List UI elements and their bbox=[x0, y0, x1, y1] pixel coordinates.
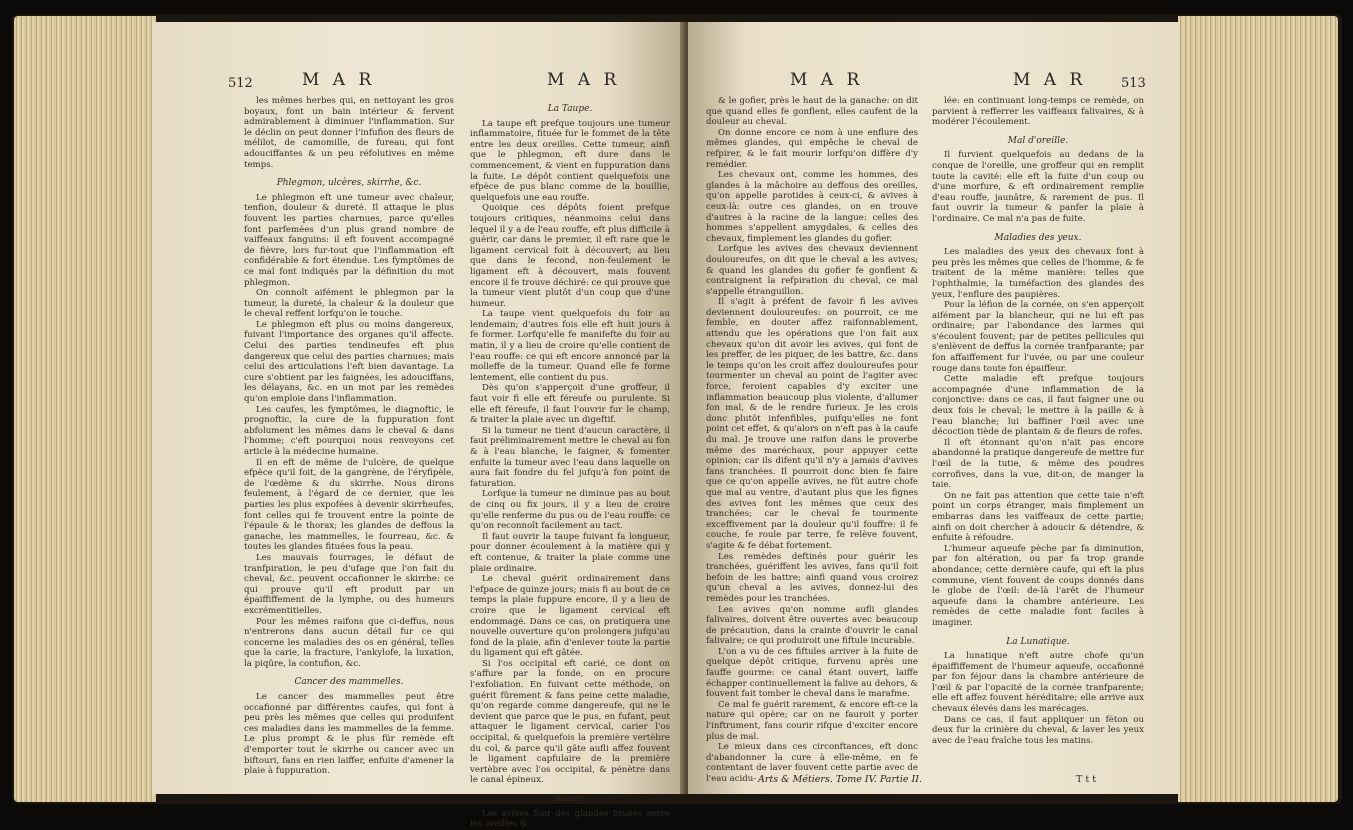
paragraph: Il en eft de même de l'ulcère, de quelque efpèce qu'il foit, de la gangrène, de l'éryfipèle, de l'œdème & du skirrhe. Nous dirons feulement, à l'égard de ce dernier, que les parties les plus expofées à devenir skirrheufes, font celles qui fe trouvent entre la pointe de l'épaule & le thorax; les glandes de deffous la ganache, les mammelles, le fourreau, &c. & toutes les glandes fituées fous la peau. bbox=[244, 457, 454, 553]
paragraph: Il furvient quelquefois au dedans de la conque de l'oreille, une groffeur qui en remplit toute la cavité: elle eft la fuite d'un coup ou d'une morfure, & eft ordinairement remplie d'eau rouffe, jaunâtre, & rarement de pus. Il faut ouvrir la tumeur & panfer la plaie à l'ordinaire. Ce mal n'a pas de fuite. bbox=[932, 150, 1144, 224]
section-heading: Mal d'oreille. bbox=[1007, 135, 1069, 146]
paragraph: Les avives qu'on nomme aufli glandes falivaires, doivent être ouvertes avec beaucoup de précaution, dans la crainte d'ouvrir le canal falivaire; ce qui produiroit une fiftule incurable. bbox=[706, 604, 918, 647]
paragraph: Les mauvais fourrages, le défaut de tranfpiration, le peu d'ufage que l'on fait du cheval, &c. peuvent occafionner le skirrhe: ce qui prouve qu'il eft produit par un épaiffiffement de la lymphe, ou des humeurs excrémentitielles. bbox=[244, 552, 454, 616]
section-heading: Phlegmon, ulcères, skirrhe, &c. bbox=[276, 178, 422, 189]
paragraph: Dès qu'on s'apperçoit d'une groffeur, il faut voir fi elle eft féreufe ou purulente. Si elle eft féreufe, il faut l'ouvrir fur le champ, & traiter la plaie avec un digeftif. bbox=[470, 383, 670, 426]
paragraph: & le gofier, près le haut de la ganache: on dit que quand elles fe gonflent, elles caufent de la douleur au cheval. bbox=[706, 96, 918, 128]
paragraph: Les maladies des yeux des chevaux font à peu près les mêmes que celles de l'homme, & fe traitent de la même manière: telles que l'ophthalmie, la tuméfaction des glandes des yeux, l'enflure des paupières. bbox=[932, 247, 1144, 300]
paragraph: L'on a vu de ces fiftules arriver à la fuite de quelque dépôt critique, furvenu après une fauffe gourme: ce canal étant ouvert, laiffe échapper continuellement la falive au dehors, & fouvent fait tomber le cheval dans le marafme. bbox=[706, 646, 918, 700]
running-header-right-col2: M A R bbox=[1013, 70, 1087, 90]
page-edges-right bbox=[1178, 16, 1338, 802]
paragraph: Le mieux dans ces circonftances, eft donc d'abandonner la cure à elle-même, en fe contentant de laver fouvent cette partie avec de l'eau acidu- bbox=[706, 742, 918, 784]
signature-mark: T t t bbox=[1076, 774, 1097, 785]
paragraph: Le phlegmon eft une tumeur avec chaleur, tenfion, douleur & dureté. Il attaque le plus fouvent les parties charnues, parce qu'elles font parfemées d'un plus grand nombre de vaiffeaux fanguins: il eft fouvent accompagné de fièvre, lors fur-tout que l'inflammation eft confidérable & fort étendue. Les fymptômes de ce mal font indiqués par la définition du mot phlegmon. bbox=[244, 192, 454, 288]
page-number-right: 513 bbox=[1121, 76, 1146, 91]
paragraph: Lorfque la tumeur ne diminue pas au bout de cinq ou fix jours, il y a lieu de croire qu'elle renferme du pus ou de l'eau rouffe: ce qu'on reconnoît facilement au tact. bbox=[470, 489, 670, 532]
page-edges-left bbox=[14, 16, 156, 802]
section-heading: La Taupe. bbox=[547, 104, 593, 114]
right-page bbox=[688, 22, 1180, 794]
paragraph: Les caufes, les fymptômes, le diagnoftic, le prognoftic, la cure de la fuppuration font abfolument les mêmes dans le cheval & dans l'homme; c'eft pourquoi nous renvoyons cet article à la médecine humaine. bbox=[244, 404, 454, 457]
paragraph: Le phlegmon eft plus ou moins dangereux, fuivant l'importance des organes qu'il affecte. Celui des parties tendineufes eft plus dangereux que celui des parties charnues; mais celui des articulations l'eft bien davantage. La cure s'obtient par les faignées, les adouciffans, les délayans, &c. en un mot par les remèdes qu'on emploie dans l'inflammation. bbox=[244, 319, 454, 405]
paragraph: On donne encore ce nom à une enflure des mêmes glandes, qui empêche le cheval de refpirer, & le fait mourir lorfqu'on diffère d'y remédier. bbox=[706, 127, 918, 170]
left-page-column-2 bbox=[470, 96, 670, 830]
paragraph: les mêmes herbes qui, en nettoyant les gros boyaux, font un bain intérieur & fervent admirablement à diminuer l'inflammation. Sur le déclin on peut donner l'infufion des fleurs de mélilot, de camomille, de fureau, qui font adouciffantes & un peu réfolutives en même temps. bbox=[244, 96, 454, 170]
paragraph: Ce mal fe guérit rarement, & encore eft-ce la nature qui opère; car on ne fauroit y porter l'inftrument, fans courir rifque d'exciter encore plus de mal. bbox=[706, 699, 918, 742]
right-page-column-2 bbox=[932, 96, 1144, 766]
paragraph: Pour les mêmes raifons que ci-deffus, nous n'entrerons dans aucun détail fur ce qui concerne les maladies des os en général, telles que la carie, la fracture, l'ankylofe, la luxation, la piqûre, la contufion, &c. bbox=[244, 616, 454, 669]
paragraph: Quoique ces dépôts foient prefque toujours critiques, néanmoins celui dans lequel il y a de l'eau rouffe, eft plus difficile à guérir, car dans le premier, il eft rare que le ligament cervical foit à découvert; au lieu que dans le fecond, non-feulement le ligament eft à découvert, mais fouvent encore il fe trouve déchiré: ce qui prouve que la tumeur vient plutôt d'un coup que d'une humeur. bbox=[470, 203, 670, 309]
running-header-left-col2: M A R bbox=[547, 70, 621, 90]
paragraph: La taupe vient quelquefois du foir au lendemain; d'autres fois elle eft huit jours à fe former. Lorfqu'elle fe manifefte du foir au matin, il y a lieu de croire qu'elle contient de l'eau rouffe: ce qui eft encore annoncé par la molleffe de la tumeur. Quand elle fe forme lentement, elle contient du pus. bbox=[470, 309, 670, 383]
paragraph: Cette maladie eft prefque toujours accompagnée d'une inflammation de la conjonctive: dans ce cas, il faut faigner une ou deux fois le cheval; le mettre à la paille & à l'eau blanche; lui baffiner l'œil avec une décoction tiède de plantain & de fleurs de rofes. bbox=[932, 374, 1144, 438]
running-header-left-col1: M A R bbox=[302, 70, 376, 90]
section-heading: Avives. bbox=[554, 794, 586, 804]
paragraph: Le cheval guérit ordinairement dans l'efpace de quinze jours; mais fi au bout de ce temps la plaie fuppure encore, il y a lieu de croire que le ligament cervical eft endommagé. Dans ce cas, on pratiquera une nouvelle ouverture qu'on prolongera jufqu'au fond de la plaie, afin d'enlever toute la partie du ligament qui eft gâtée. bbox=[470, 574, 670, 659]
left-page bbox=[152, 22, 686, 830]
paragraph: Il s'agit à préfent de favoir fi les avives deviennent douloureufes: on pourroit, ce me femble, en douter affez raifonnablement, attendu que les opérations que l'on fait aux chevaux qu'on dit avoir les avives, qui font de les preffer, de les piquer, de les battre, &c. dans le temps qu'on les croit affez douloureufes pour tourmenter un cheval au point de l'agiter avec force, feroient capables d'y exciter une inflammation beaucoup plus violente, d'allumer fon mal, & de le rendre furieux. Je les crois donc plutôt infenfibles, puifqu'elles ne font point cet effet, & qu'alors on n'eft pas à la caufe du mal. Je trouve une raifon dans le proverbe même des maréchaux, pour appuyer cette opinion; car ils difent qu'il n'y a jamais d'avives fans tranchées. Il pourroit donc bien fe faire que ce qu'on appelle avives, ne fût autre chofe que mal au ventre, d'autant plus que les fignes des avives font les mêmes que ceux des tranchées; car le cheval fe tourmente exceffivement par la douleur qu'il fouffre: il fe couche, fe roule par terre, fe relève fouvent, s'agite & fe débat fortement. bbox=[706, 297, 918, 551]
paragraph: Les remèdes deftinés pour guérir les tranchées, guériffent les avives, fans qu'il foit befoin de les battre; ainfi quand vous croirez qu'un cheval a les avives, donnez-lui des remèdes pour les tranchées. bbox=[706, 551, 918, 604]
paragraph: Si la tumeur ne tient d'aucun caractère, il faut préliminairement mettre le cheval au fon & à l'eau blanche, le faigner, & fomenter enfuite la tumeur avec l'eau dans laquelle on aura fait fondre du fel jufqu'à fon point de faturation. bbox=[470, 425, 670, 489]
paragraph: La taupe eft prefque toujours une tumeur inflammatoire, fituée fur le fommet de la tête entre les deux oreilles. Cette tumeur, ainfi que le phlegmon, eft dure dans le commencement, & vient en fuppuration dans la fuite. Le dépôt contient quelquefois une efpèce de pus blanc comme de la bouillie, quelquefois une eau rouffe. bbox=[470, 118, 670, 203]
section-heading: Cancer des mammelles. bbox=[294, 677, 404, 688]
section-heading: La Lunatique. bbox=[1006, 636, 1070, 647]
page-number-left: 512 bbox=[228, 76, 253, 91]
running-header-right-col1: M A R bbox=[790, 70, 864, 90]
paragraph: Les chevaux ont, comme les hommes, des glandes à la mâchoire au deffous des oreilles, qu'on appelle parotides à ceux-ci, & avives à ceux-là: outre ces glandes, on en trouve d'autres à la racine de la langue: celles des hommes s'appellent amygdales, & celles des chevaux, fimplement les glandes du gofier. bbox=[706, 170, 918, 244]
paragraph: Dans ce cas, il faut appliquer un féton ou deux fur la crinière du cheval, & laver les yeux avec de l'eau fraîche tous les matins. bbox=[932, 714, 1144, 746]
page-footer: Arts & Métiers. Tome IV. Partie II. bbox=[758, 774, 923, 785]
paragraph: lée: en continuant long-temps ce remède, on parvient à refferrer les vaiffeaux falivaires, & à modérer l'écoulement. bbox=[932, 96, 1144, 128]
section-heading: Maladies des yeux. bbox=[994, 232, 1082, 243]
paragraph: Les avives font des glandes fituées entre les oreilles & bbox=[470, 808, 670, 830]
paragraph: Si l'os occipital eft carié, ce dont on s'affure par la fonde, on en procure l'exfoliation. En fuivant cette méthode, on guérit fûrement & fans peine cette maladie, qu'on regarde comme dangereufe, qui ne le devient que parce que le pus, en fufant, peut attaquer le ligament cervical, carier l'os occipital, & quelquefois la première vertèbre du col, & parce qu'il gâte aufli affez fouvent le ligament capfulaire de la première vertèbre avec l'os occipital, & pénètre dans le canal épineux. bbox=[470, 658, 670, 786]
paragraph: On connoît aifément le phlegmon par la tumeur, la dureté, la chaleur & la douleur que le cheval reffent lorfqu'on le touche. bbox=[244, 288, 454, 320]
paragraph: Lorfque les avives des chevaux deviennent douloureufes, on dit que le cheval a les avives; & quand les glandes du gofier fe gonflent & contraignent la refpiration du cheval, ce mal s'appelle étranguillon. bbox=[706, 244, 918, 297]
left-page-column-1 bbox=[244, 96, 454, 786]
paragraph: La lunatique n'eft autre chofe qu'un épaiffiffement de l'humeur aqueufe, occafionné par fon féjour dans la chambre antérieure de l'œil & par l'opacité de la cornée tranfparente; elle eft affez fouvent héréditaire; elle arrive aux chevaux élevés dans les marécages. bbox=[932, 651, 1144, 715]
paragraph: Il eft étonnant qu'on n'ait pas encore abandonné la pratique dangereufe de mettre fur l'œil de la tutie, & même des poudres corrofives, dans la vue, dit-on, de manger la taie. bbox=[932, 437, 1144, 491]
paragraph: On ne fait pas attention que cette taie n'eft point un corps étranger, mais fimplement un embarras dans les vaiffeaux de cette partie; ainfi on doit chercher à adoucir & détendre, & enfuite à réfoudre. bbox=[932, 490, 1144, 544]
paragraph: Pour la léfion de la cornée, on s'en apperçoit aifément par la blancheur, qui ne lui eft pas ordinaire; par l'abondance des larmes qui s'écoulent fouvent; par de petites pellicules qui s'enlèvent de deffus la cornée tranfparante; par fon affaiffement fur l'uvée, ou par une couleur rouge dans toute fon épaiffeur. bbox=[932, 300, 1144, 374]
paragraph: L'humeur aqueufe pèche par fa diminution, par fon altération, ou par fa trop grande abondance; cette dernière caufe, qui eft la plus commune, vient fouvent de coups donnés dans le globe de l'œil: de-là l'arêt de l'humeur aqueufe dans la chambre antérieure. Les remèdes de cette maladie font faciles à imaginer. bbox=[932, 543, 1144, 628]
paragraph: Il faut ouvrir la taupe fuivant fa longueur, pour donner écoulement à la matière qui y eft contenue, & traiter la plaie comme une plaie ordinaire. bbox=[470, 531, 670, 574]
paragraph: Le cancer des mammelles peut être occafionné par différentes caufes, qui font à peu près les mêmes que celles qui produifent ces maladies dans les mammelles de la femme. Le plus prompt & le plus für remède eft d'emporter tout le skirrhe ou cancer avec un biftouri, fans en rien laiffer, enfuite d'amener la plaie à fuppuration. bbox=[244, 692, 454, 777]
